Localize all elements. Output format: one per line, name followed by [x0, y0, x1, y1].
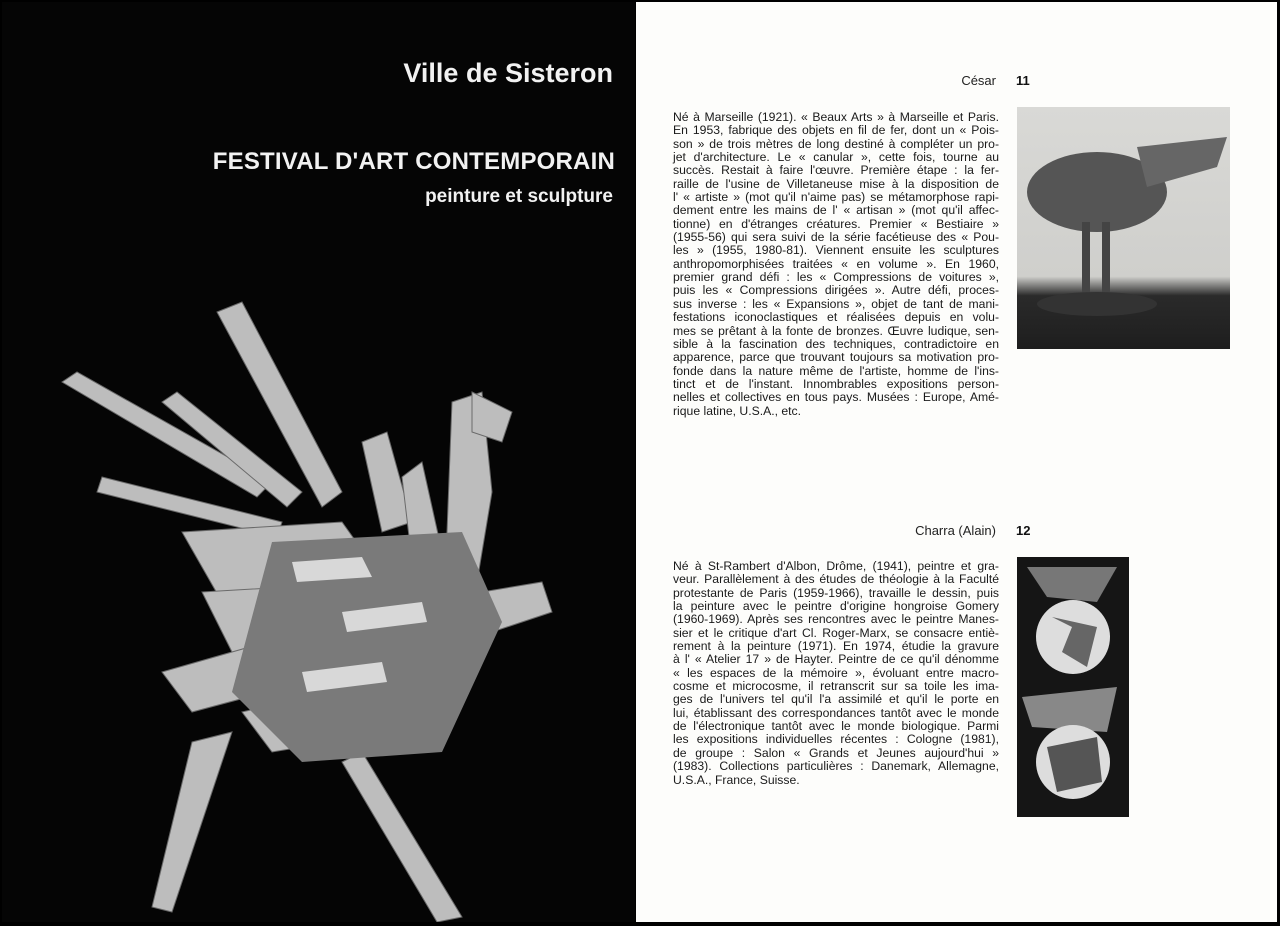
biography-line: son » de trois mètres de long destiné à compléter un pro- — [673, 136, 999, 151]
entry-number: 11 — [1016, 73, 1030, 88]
biography-line: sible à la fascination des techniques, contradictoire en — [673, 336, 999, 351]
biography-line: jet d'architecture. Le « canular », cette fois, tourne au — [673, 150, 999, 165]
entry-number: 12 — [1016, 523, 1031, 538]
biography-line: rement à la peinture (1971). En 1974, étudie la gravure — [673, 639, 999, 654]
biography-line: festations iconoclastiques et réalisées depuis en volu- — [673, 310, 999, 325]
cover-title: FESTIVAL D'ART CONTEMPORAIN — [212, 148, 615, 175]
artist-name: César — [961, 73, 996, 88]
biography-line: U.S.A., France, Suisse. — [673, 772, 800, 787]
biography-line: premier grand défi : les « Compressions de voitures », — [673, 270, 999, 285]
biography-line: ges de l'univers tel qu'il l'a assimilé et qu'il le porte en — [673, 692, 999, 707]
biography-line: de groupe : Salon « Grands et Jeunes aujourd'hui » — [673, 745, 999, 760]
cover-city: Ville de Sisteron — [403, 58, 613, 88]
artist-biography — [673, 111, 999, 418]
biography-line: de l'électronique tantôt avec le monde biologique. Parmi — [673, 719, 999, 734]
cover-subtitle: peinture et sculpture — [425, 186, 613, 207]
biography-line: nelles et collectives en tous pays. Musées : Europe, Amé- — [673, 390, 999, 405]
biography-line: l' « artiste » (mot qu'il n'aime pas) se métamorphose rapi- — [673, 190, 999, 205]
biography-line: les expositions individuelles récentes : Cologne (1981), — [673, 732, 999, 747]
biography-line: sier et le critique d'art Cl. Roger-Marx, se consacre entiè- — [673, 625, 999, 640]
artwork-photo-charra — [1017, 557, 1129, 817]
biography-line: succès. Restait à faire l'œuvre. Première étape : la fer- — [673, 163, 999, 178]
biography-line: tinct et de l'instant. Innombrables expositions person- — [673, 376, 999, 391]
biography-line: (1983). Collections particulières : Danemark, Allemagne, — [673, 759, 999, 774]
biography-line: puis les « Compressions dirigées ». Autre défi, proces- — [673, 283, 999, 298]
biography-line: « les espaces de la mémoire », évoluant entre macro- — [673, 665, 999, 680]
biography-line: rique latine, U.S.A., etc. — [673, 403, 802, 418]
artist-biography — [673, 560, 999, 787]
biography-line: à l' « Atelier 17 » de Hayter. Peintre de ce qu'il dénomme — [673, 652, 999, 667]
artist-name: Charra (Alain) — [915, 523, 996, 538]
biography-line: protestante de Paris (1959-1966), travaille le dessin, puis — [673, 585, 999, 600]
cover-page — [2, 2, 635, 922]
biography-line: dement entre les mains de l' « artisan » (mot qu'il affec- — [673, 203, 999, 218]
biography-line: cosme et microcosme, il retranscrit sur sa toile les ima- — [673, 679, 999, 694]
biography-line: fonde dans la nature même de l'artiste, homme de l'ins- — [673, 363, 999, 378]
biography-line: veur. Parallèlement à des études de théologie à la Faculté — [673, 572, 999, 587]
sculpture-photo — [42, 292, 602, 922]
biography-line: (1960-1969). Après ses rencontres avec le peintre Manes- — [673, 612, 999, 627]
biography-line: les » (1955, 1980-81). Viennent ensuite les sculptures — [673, 243, 999, 258]
biography-line: Né à St-Rambert d'Albon, Drôme, (1941), peintre et gra- — [673, 559, 999, 573]
biography-line: lui, établissant des correspondances tantôt avec le monde — [673, 705, 999, 720]
biography-line: tionne) en d'étranges créatures. Premier « Bestiaire » — [673, 216, 999, 231]
text-page — [636, 2, 1277, 922]
biography-line: (1955-56) qui sera suivi de la série facétieuse des « Pou- — [673, 230, 999, 245]
biography-line: la peinture avec le peintre d'origine hongroise Gomery — [673, 599, 999, 614]
biography-line: mes se prêtant à la fonte de bronzes. Œuvre ludique, sen- — [673, 323, 999, 338]
biography-line: raille de l'usine de Villetaneuse mise à la disposition de — [673, 176, 999, 191]
biography-line: Né à Marseille (1921). « Beaux Arts » à Marseille et Paris. — [673, 110, 999, 124]
biography-line: En 1953, fabrique des objets en fil de fer, dont un « Pois- — [673, 123, 999, 138]
biography-line: anthropomorphisées traitées « en volume ». En 1960, — [673, 256, 999, 271]
biography-line: apparence, parce que trouvant toujours sa motivation pro- — [673, 350, 999, 365]
biography-line: sus inverse : les « Expansions », objet de tant de mani- — [673, 296, 999, 311]
artwork-photo-cesar — [1017, 107, 1230, 349]
